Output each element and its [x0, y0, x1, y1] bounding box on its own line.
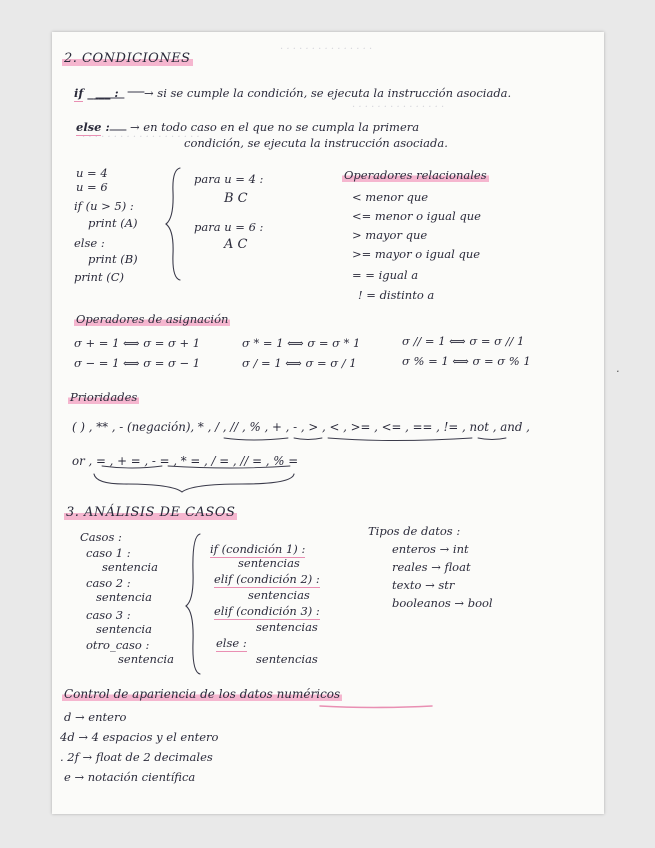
section-2-title: 2. CONDICIONES	[64, 51, 191, 66]
code-line: u = 4	[76, 166, 108, 180]
case-sentence: sentencia	[96, 622, 152, 636]
code-line: elif (condición 3) :	[214, 604, 320, 618]
relational-item: <= menor o igual que	[352, 209, 481, 223]
priorities-line-2: or , = , + = , - = , * = , / = , // = , % =	[72, 454, 299, 468]
case-label: otro_caso :	[86, 638, 150, 652]
data-type-item: enteros → int	[392, 542, 469, 556]
case-label: caso 2 :	[86, 576, 131, 590]
code-line: else :	[74, 236, 105, 250]
notebook-page	[52, 32, 604, 814]
case-label: caso 3 :	[86, 608, 131, 622]
if-description: → si se cumple la condición, se ejecuta la instrucción asociada.	[144, 86, 512, 100]
case-label: caso 1 :	[86, 546, 131, 560]
code-line: u = 6	[76, 180, 108, 194]
code-line: print (A)	[88, 216, 138, 230]
format-item: 4d → 4 espacios y el entero	[60, 730, 219, 744]
code-line: elif (condición 2) :	[214, 572, 320, 586]
case-sentence: sentencia	[118, 652, 174, 666]
code-line: if (u > 5) :	[74, 199, 134, 213]
code-line: print (C)	[74, 270, 124, 284]
relational-item: ! = distinto a	[358, 288, 435, 302]
data-type-item: texto → str	[392, 578, 455, 592]
relational-item: >= mayor o igual que	[352, 247, 481, 261]
bleed-through-text: · · · · · · · · · · · · · · ·	[352, 102, 445, 113]
case-u4-label: para u = 4 :	[194, 172, 264, 186]
assignment-item: σ % = 1 ⟺ σ = σ % 1	[402, 354, 531, 368]
format-item: e → notación científica	[64, 770, 196, 784]
code-line: sentencias	[248, 588, 310, 602]
bleed-through-text: · · · · · · · · · · · · · · · · · · ·	[82, 132, 200, 143]
assignment-item: σ / = 1 ⟺ σ = σ / 1	[242, 356, 357, 370]
data-type-item: booleanos → bool	[392, 596, 493, 610]
code-line: sentencias	[256, 652, 318, 666]
case-sentence: sentencia	[102, 560, 158, 574]
assignment-item: σ * = 1 ⟺ σ = σ * 1	[242, 336, 361, 350]
priorities-brace	[94, 474, 294, 492]
relational-item: < menor que	[352, 190, 429, 204]
else-description: → en todo caso en el que no se cumpla la primera	[130, 120, 420, 134]
relational-operators-title: Operadores relacionales	[344, 168, 487, 182]
case-u6-output: A C	[224, 237, 248, 252]
numeric-format-title: Control de apariencia de los datos numéricos	[64, 687, 341, 701]
code-line: sentencias	[238, 556, 300, 570]
data-types-title: Tipos de datos :	[368, 524, 461, 538]
else-keyword: else :	[76, 120, 110, 134]
section-3-title: 3. ANÁLISIS DE CASOS	[66, 505, 236, 520]
code-line: else :	[216, 636, 247, 650]
case-sentence: sentencia	[96, 590, 152, 604]
assignment-item: σ − = 1 ⟺ σ = σ − 1	[74, 356, 201, 370]
code-line: sentencias	[256, 620, 318, 634]
assignment-item: σ + = 1 ⟺ σ = σ + 1	[74, 336, 201, 350]
case-label: Casos :	[80, 530, 122, 544]
priorities-title: Prioridades	[70, 390, 138, 404]
data-type-item: reales → float	[392, 560, 471, 574]
hand-drawn-marks	[52, 32, 604, 814]
else-description-cont: condición, se ejecuta la instrucción asociada.	[184, 136, 448, 150]
case-u4-output: B C	[224, 191, 248, 206]
code-line: print (B)	[88, 252, 138, 266]
code-line: if (condición 1) :	[210, 542, 306, 556]
priorities-line-1: ( ) , ** , - (negación), * , / , // , % , + , - , > , < , >= , <= , == , != , not , and ,	[72, 420, 530, 434]
relational-item: > mayor que	[352, 228, 428, 242]
edge-mark: ·	[616, 364, 620, 378]
if-keyword: if ____ :	[74, 86, 119, 100]
code-example-brace	[166, 168, 180, 280]
relational-item: = = igual a	[352, 268, 419, 282]
format-item: d → entero	[64, 710, 127, 724]
assignment-item: σ // = 1 ⟺ σ = σ // 1	[402, 334, 525, 348]
case-u6-label: para u = 6 :	[194, 220, 264, 234]
bleed-through-text: · · · · · · · · · · · · · · ·	[280, 44, 373, 55]
cases-brace	[186, 534, 200, 674]
format-item: . 2f → float de 2 decimales	[60, 750, 213, 764]
assignment-operators-title: Operadores de asignación	[76, 312, 229, 326]
